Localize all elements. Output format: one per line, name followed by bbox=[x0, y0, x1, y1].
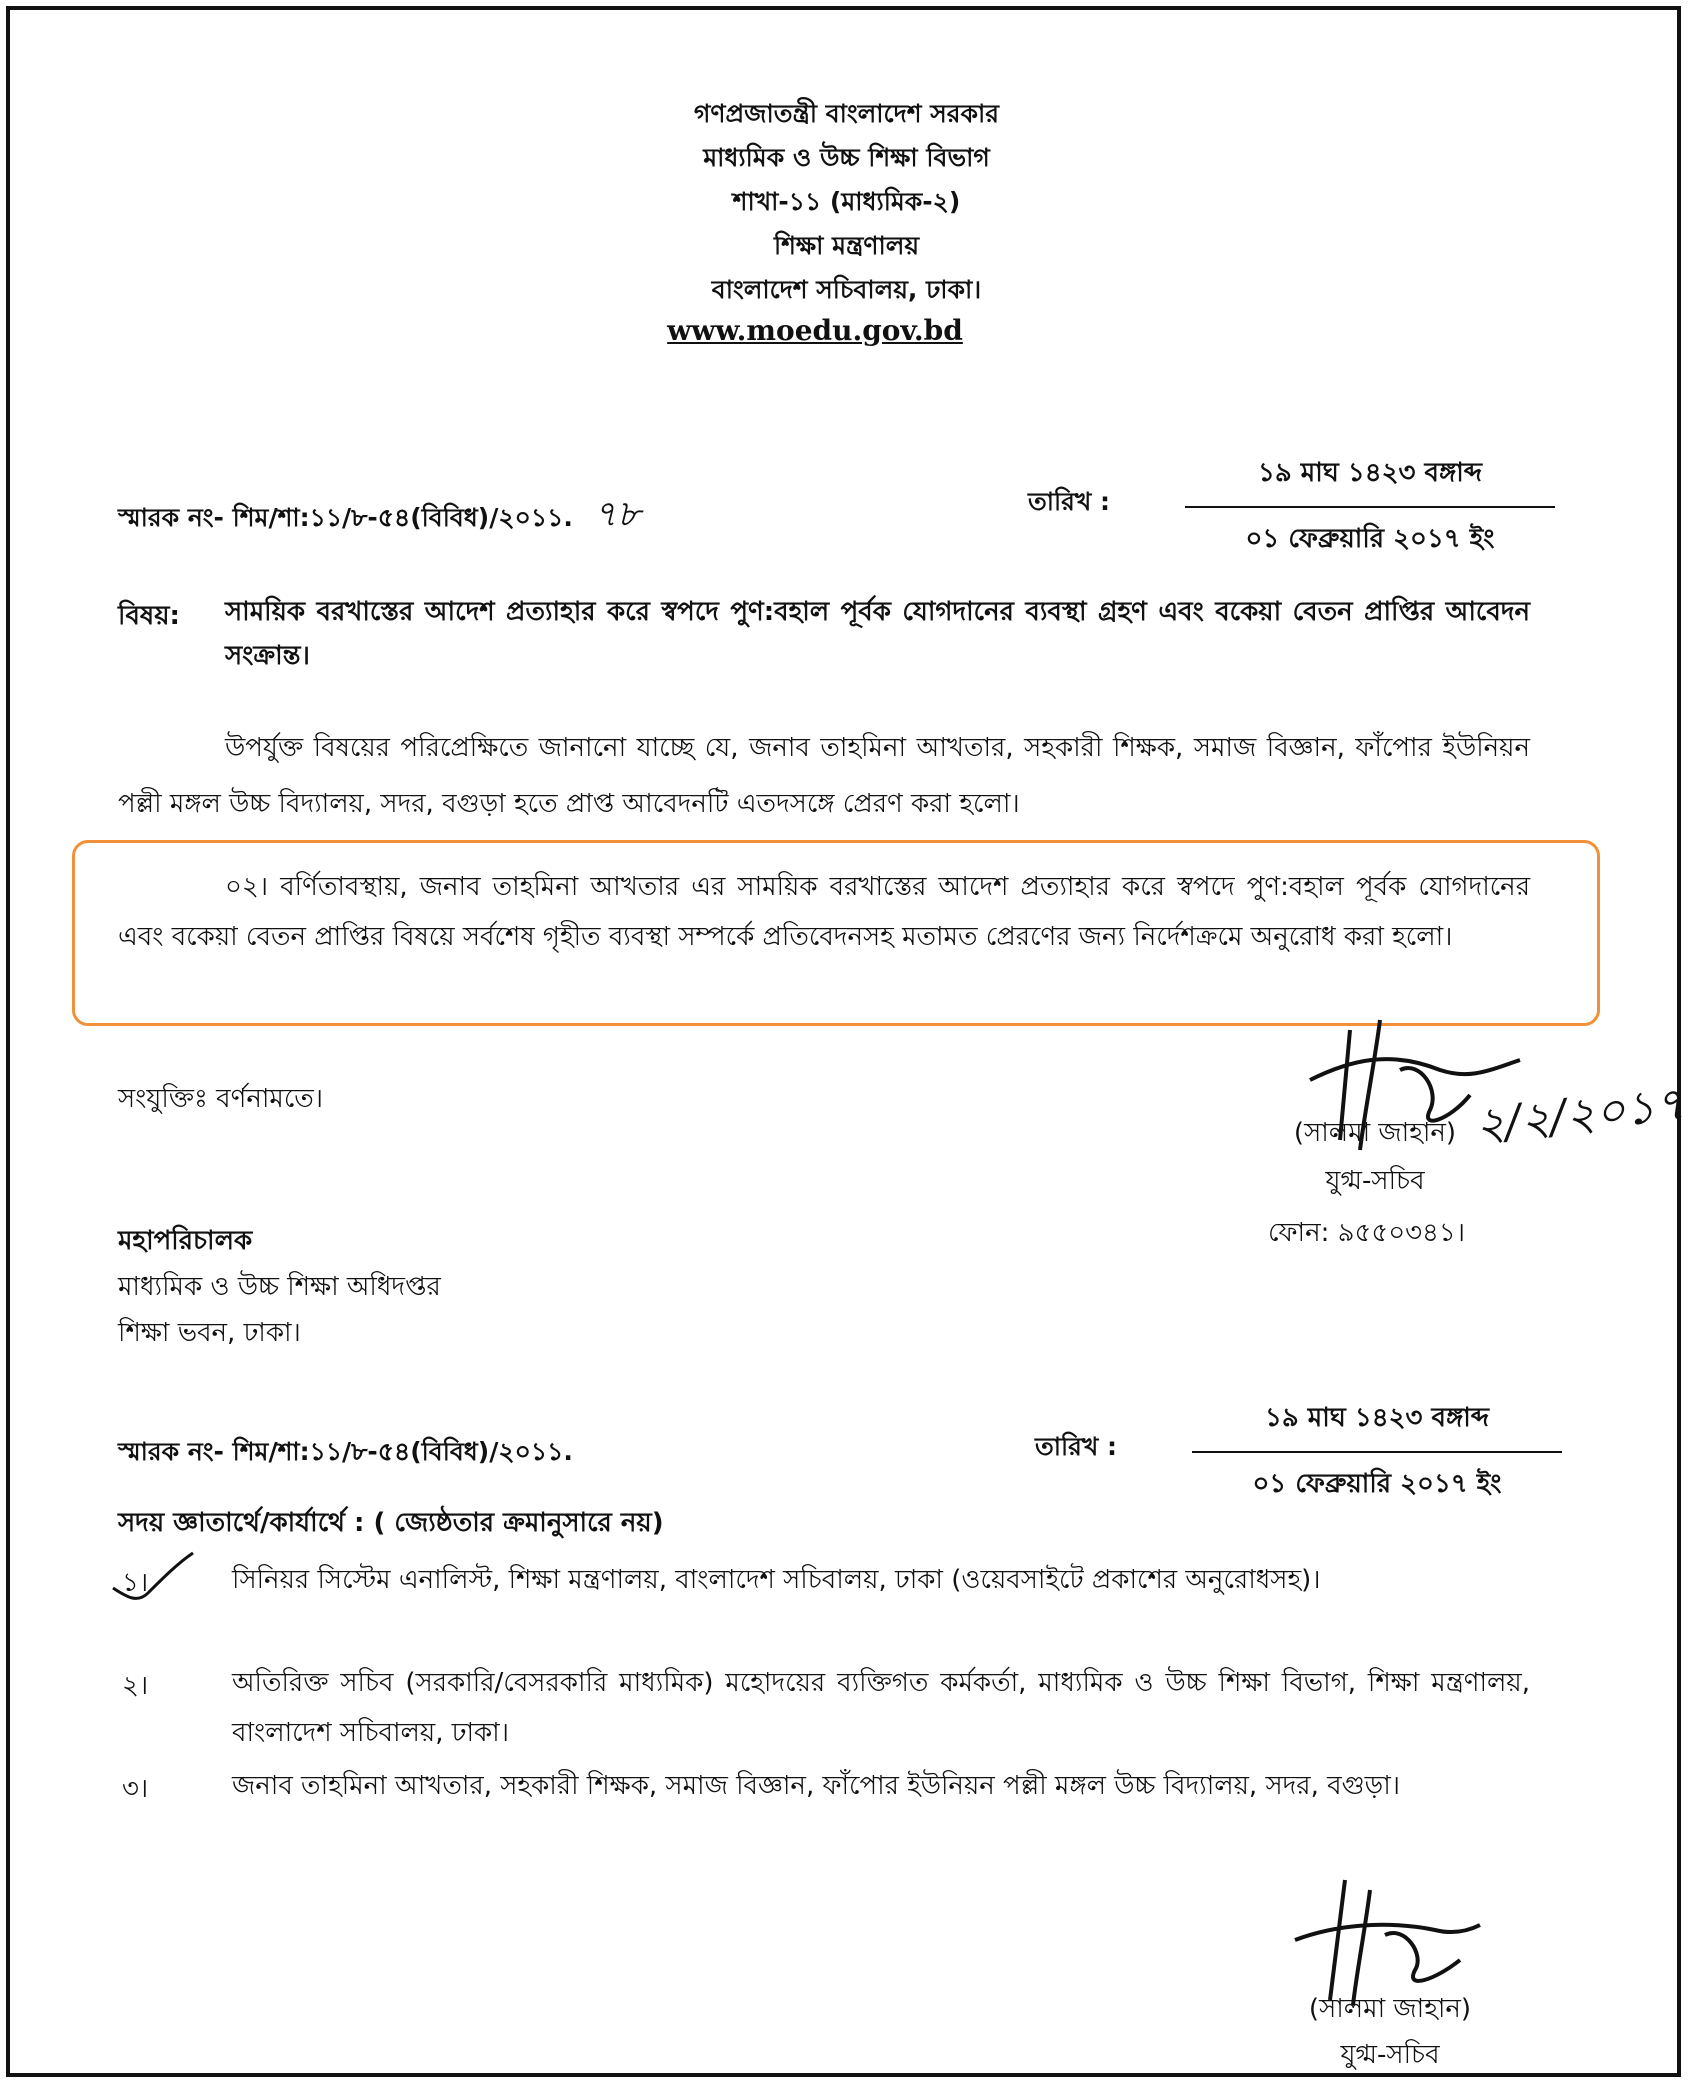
memo-reference-2: স্মারক নং- শিম/শা:১১/৮-৫৪(বিবিধ)/২০১১. bbox=[118, 1437, 573, 1466]
date-label-2: তারিখ : bbox=[1035, 1432, 1118, 1461]
list-item-number: ১। bbox=[122, 1568, 149, 1598]
list-item-text: জনাব তাহমিনা আখতার, সহকারী শিক্ষক, সমাজ বিজ্ঞান, ফাঁপোর ইউনিয়ন পল্লী মঙ্গল উচ্চ বিদ্যালয়, সদর, বগুড়া। bbox=[232, 1771, 1401, 1801]
recipient-org: মাধ্যমিক ও উচ্চ শিক্ষা অধিদপ্তর bbox=[118, 1272, 441, 1302]
body-paragraph-1: উপর্যুক্ত বিষয়ের পরিপ্রেক্ষিতে জানানো যাচ্ছে যে, জনাব তাহমিনা আখতার, সহকারী শিক্ষক, সমাজ বিজ্ঞান, ফাঁপোর ইউনিয়ন পল্লী মঙ্গল উচ্চ বিদ্যালয়, সদর, বগুড়া হতে প্রাপ্ত আবেদনটি এতদসঙ্গে প্রেরণ করা হলো। bbox=[118, 733, 1530, 819]
signer-name-2: (সালমা জাহান) bbox=[1308, 1994, 1472, 2024]
list-item-text: সিনিয়র সিস্টেম এনালিস্ট, শিক্ষা মন্ত্রণালয়, বাংলাদেশ সচিবালয়, ঢাকা (ওয়েবসাইটে প্রকাশের অনুরোধসহ)। bbox=[232, 1565, 1321, 1595]
subject-label: বিষয়: bbox=[118, 601, 180, 631]
signer-title-2: যুগ্ম-সচিব bbox=[1340, 2040, 1440, 2070]
website-link[interactable]: www.moedu.gov.bd bbox=[667, 314, 963, 347]
date-english-2: ০১ ফেব্রুয়ারি ২০১৭ ইং bbox=[1252, 1469, 1502, 1499]
date-bangla: ১৯ মাঘ ১৪২৩ বঙ্গাব্দ bbox=[1185, 452, 1555, 508]
list-item-text: অতিরিক্ত সচিব (সরকারি/বেসরকারি মাধ্যমিক) মহোদয়ের ব্যক্তিগত কর্মকর্তা, মাধ্যমিক ও উচ্চ শিক্ষা বিভাগ, শিক্ষা মন্ত্রণালয়, বাংলাদেশ সচিবালয়, ঢাকা। bbox=[232, 1668, 1530, 1748]
body-paragraph-2: ০২। বর্ণিতাবস্থায়, জনাব তাহমিনা আখতার এর সাময়িক বরখাস্তের আদেশ প্রত্যাহার করে স্বপদে পুণ:বহাল পূর্বক যোগদানের এবং বকেয়া বেতন প্রাপ্তির বিষয়ে সর্বশেষ গৃহীত ব্যবস্থা সম্পর্কে প্রতিবেদনসহ মতামত প্রেরণের জন্য নির্দেশক্রমে অনুরোধ করা হলো। bbox=[118, 872, 1530, 952]
date-block bbox=[1185, 452, 1555, 562]
list-item-number: ২। bbox=[122, 1671, 149, 1701]
handwritten-memo-number: ৭৮ bbox=[593, 494, 641, 535]
header-section: শাখা-১১ (মাধ্যমিক-২) bbox=[732, 187, 961, 216]
subject-text: সাময়িক বরখাস্তের আদেশ প্রত্যাহার করে স্বপদে পুণ:বহাল পূর্বক যোগদানের ব্যবস্থা গ্রহণ এবং বকেয়া বেতন প্রাপ্তির আবেদন সংক্রান্ত। bbox=[225, 597, 1530, 671]
recipient-title: মহাপরিচালক bbox=[118, 1226, 253, 1256]
header-ministry: শিক্ষা মন্ত্রণালয় bbox=[773, 231, 920, 260]
date-label: তারিখ : bbox=[1028, 487, 1111, 516]
header-government: গণপ্রজাতন্ত্রী বাংলাদেশ সরকার bbox=[694, 99, 999, 128]
signer-name-1: (সালমা জাহান) bbox=[1293, 1118, 1457, 1148]
signer-phone: ফোন: ৯৫৫০৩৪১। bbox=[1268, 1218, 1466, 1248]
date-english: ০১ ফেব্রুয়ারি ২০১৭ ইং bbox=[1245, 524, 1495, 554]
attachment-note: সংযুক্তিঃ বর্ণনামতে। bbox=[118, 1084, 324, 1114]
header-division: মাধ্যমিক ও উচ্চ শিক্ষা বিভাগ bbox=[703, 143, 990, 172]
header-address: বাংলাদেশ সচিবালয়, ঢাকা। bbox=[711, 275, 982, 304]
date-bangla-2: ১৯ মাঘ ১৪২৩ বঙ্গাব্দ bbox=[1192, 1397, 1562, 1453]
memo-reference: স্মারক নং- শিম/শা:১১/৮-৫৪(বিবিধ)/২০১১. ৭৮ bbox=[118, 494, 641, 535]
date-block-2 bbox=[1192, 1397, 1562, 1507]
recipient-address: শিক্ষা ভবন, ঢাকা। bbox=[118, 1318, 301, 1348]
signer-title-1: যুগ্ম-সচিব bbox=[1325, 1166, 1425, 1196]
copy-heading: সদয় জ্ঞাতার্থে/কার্যার্থে : ( জ্যেষ্ঠতার ক্রমানুসারে নয়) bbox=[118, 1508, 664, 1538]
list-item-number: ৩। bbox=[122, 1774, 149, 1804]
handwritten-date: ২/২/২০১৭ bbox=[1472, 1076, 1688, 1152]
